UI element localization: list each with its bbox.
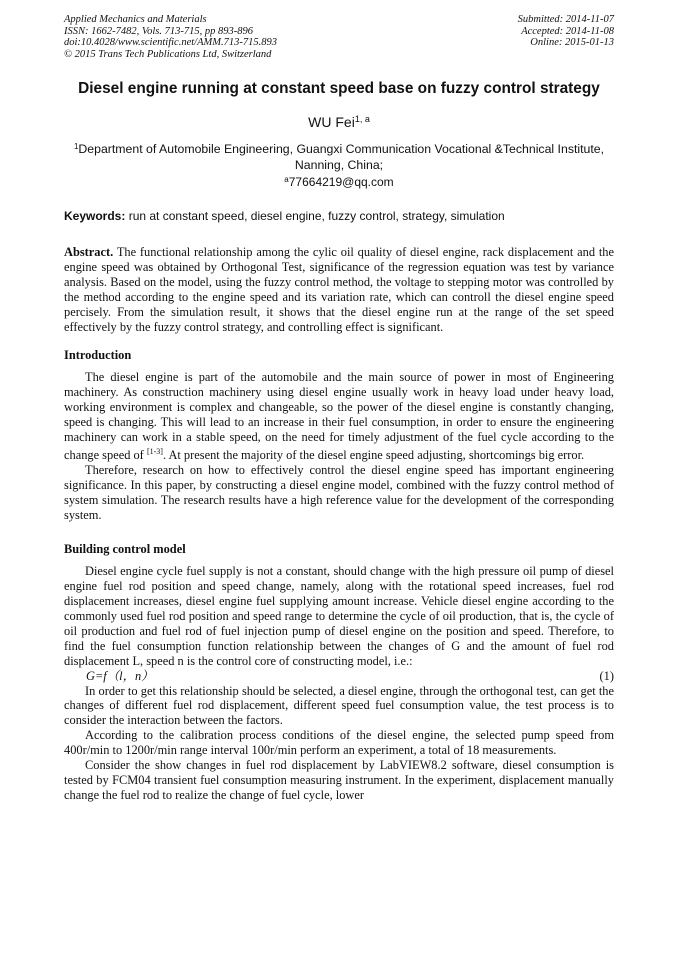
- affiliation: [62, 139, 616, 173]
- email-address[interactable]: 77664219@qq.com: [288, 175, 394, 189]
- introduction-paragraph-2: Therefore, research on how to effectively control the diesel engine speed has important engineering significance. In this paper, by constructing a diesel engine model, combined with the fuzzy control method of system simulation. The research results have a high reference value for the development of the corresponding system.: [64, 462, 614, 522]
- equation-text: G=f（l，n）: [86, 668, 154, 683]
- building-paragraph-1: Diesel engine cycle fuel supply is not a constant, should change with the high pressure oil pump of diesel engine fuel rod position and speed change, namely, along with the rotational speed increases, fuel rod displacement increases, diesel engine fuel supplying amount increase. Vehicle diesel engine according to the commonly used fuel rod position and speed range to determine the cycle of oil production, that is, the cycle of oil production and fuel rod of fuel injection pump of diesel engine on the position and speed. Therefore, to find the fuel consumption function relationship between the changes of G and the amount of fuel rod displacement L, speed n is the control core of constructing model, i.e.:: [64, 564, 614, 668]
- abstract-paragraph: [64, 245, 614, 334]
- abstract-text: The functional relationship among the cylic oil quality of diesel engine, rack displacement and the engine speed was obtained by Orthogonal Test, significance of the regression equation was test by variance analysis. Based on the model, using the fuzzy control method, the voltage to stepping motor was controlled by the method according to the engine speed and its variation rate, which can controll the diesel engine speed percisely. From the simulation result, it shows that the diesel engine run at the range of the set speed effectively by the fuzzy control strategy, and controlling effect is significant.: [64, 245, 614, 334]
- issn-line: ISSN: 1662-7482, Vols. 713-715, pp 893-896: [64, 25, 253, 37]
- journal-name: Applied Mechanics and Materials: [64, 14, 207, 25]
- author-name: WU Fei: [308, 114, 355, 130]
- publication-info: [64, 14, 277, 60]
- copyright-line: © 2015 Trans Tech Publications Ltd, Switzerland: [64, 48, 272, 60]
- publication-dates: [518, 14, 614, 49]
- paper-body: [64, 245, 614, 803]
- paper-title: Diesel engine running at constant speed base on fuzzy control strategy: [78, 80, 600, 97]
- building-heading: Building control model: [64, 542, 186, 557]
- building-paragraph-4: Consider the show changes in fuel rod displacement by LabVIEW8.2 software, diesel consumption is tested by FCM04 transient fuel consumption measuring instrument. In the experiment, displacement manually change the fuel rod to realize the change of fuel cycle, lower: [64, 758, 614, 802]
- abstract-label: Abstract.: [64, 245, 114, 259]
- equation-number: (1): [599, 668, 614, 683]
- keywords-label: Keywords:: [64, 209, 126, 223]
- building-paragraph-2: In order to get this relationship should be selected, a diesel engine, through the orthogonal test, can get the changes of different fuel rod displacement, different speed fuel consumption value, the test process is to consider the interaction between the factors.: [64, 683, 614, 728]
- introduction-paragraph-1: [64, 370, 614, 462]
- section-spacer: [64, 522, 614, 536]
- citation-ref: [1-3]: [146, 446, 163, 456]
- equation-1: [64, 669, 614, 684]
- doi-line: doi:10.4028/www.scientific.net/AMM.713-715.893: [64, 37, 277, 49]
- submitted-date: Submitted: 2014-11-07: [517, 14, 614, 25]
- building-paragraph-3: According to the calibration process conditions of the diesel engine, the selected pump speed from 400r/min to 1200r/min range interval 100r/min perform an experiment, a total of 18 measurements.: [64, 728, 614, 758]
- affiliation-text: Department of Automobile Engineering, Guangxi Communication Vocational &Technical Institute, Nanning, China;: [78, 142, 605, 172]
- keywords-line: [64, 209, 624, 223]
- author-line: [40, 114, 638, 130]
- online-date: Online: 2015-01-13: [530, 37, 614, 49]
- affiliation-superscript: 1: [73, 142, 79, 151]
- intro-p1-tail: . At present the majority of the diesel engine speed adjusting, shortcomings big error.: [162, 447, 585, 462]
- accepted-date: Accepted: 2014-11-08: [521, 25, 614, 37]
- email-superscript: a: [284, 175, 289, 184]
- introduction-heading: Introduction: [64, 348, 132, 363]
- author-superscript: 1, a: [354, 114, 370, 124]
- keywords-text: run at constant speed, diesel engine, fuzzy control, strategy, simulation: [128, 209, 505, 223]
- email-line: [40, 175, 638, 189]
- intro-p1-text: The diesel engine is part of the automobile and the main source of power in most of Engineering machinery. As construction machinery using diesel engine usually work in heavy load under heavy load, working environment is complex and changeable, so the power of the diesel engine is constantly changing, speed is changing. This will lead to an increase in their fuel consumption, in order to ensure the engineering machinery can work in a stable speed, on the need for timely adjustment of the fuel cycle according to the change speed of: [64, 370, 614, 462]
